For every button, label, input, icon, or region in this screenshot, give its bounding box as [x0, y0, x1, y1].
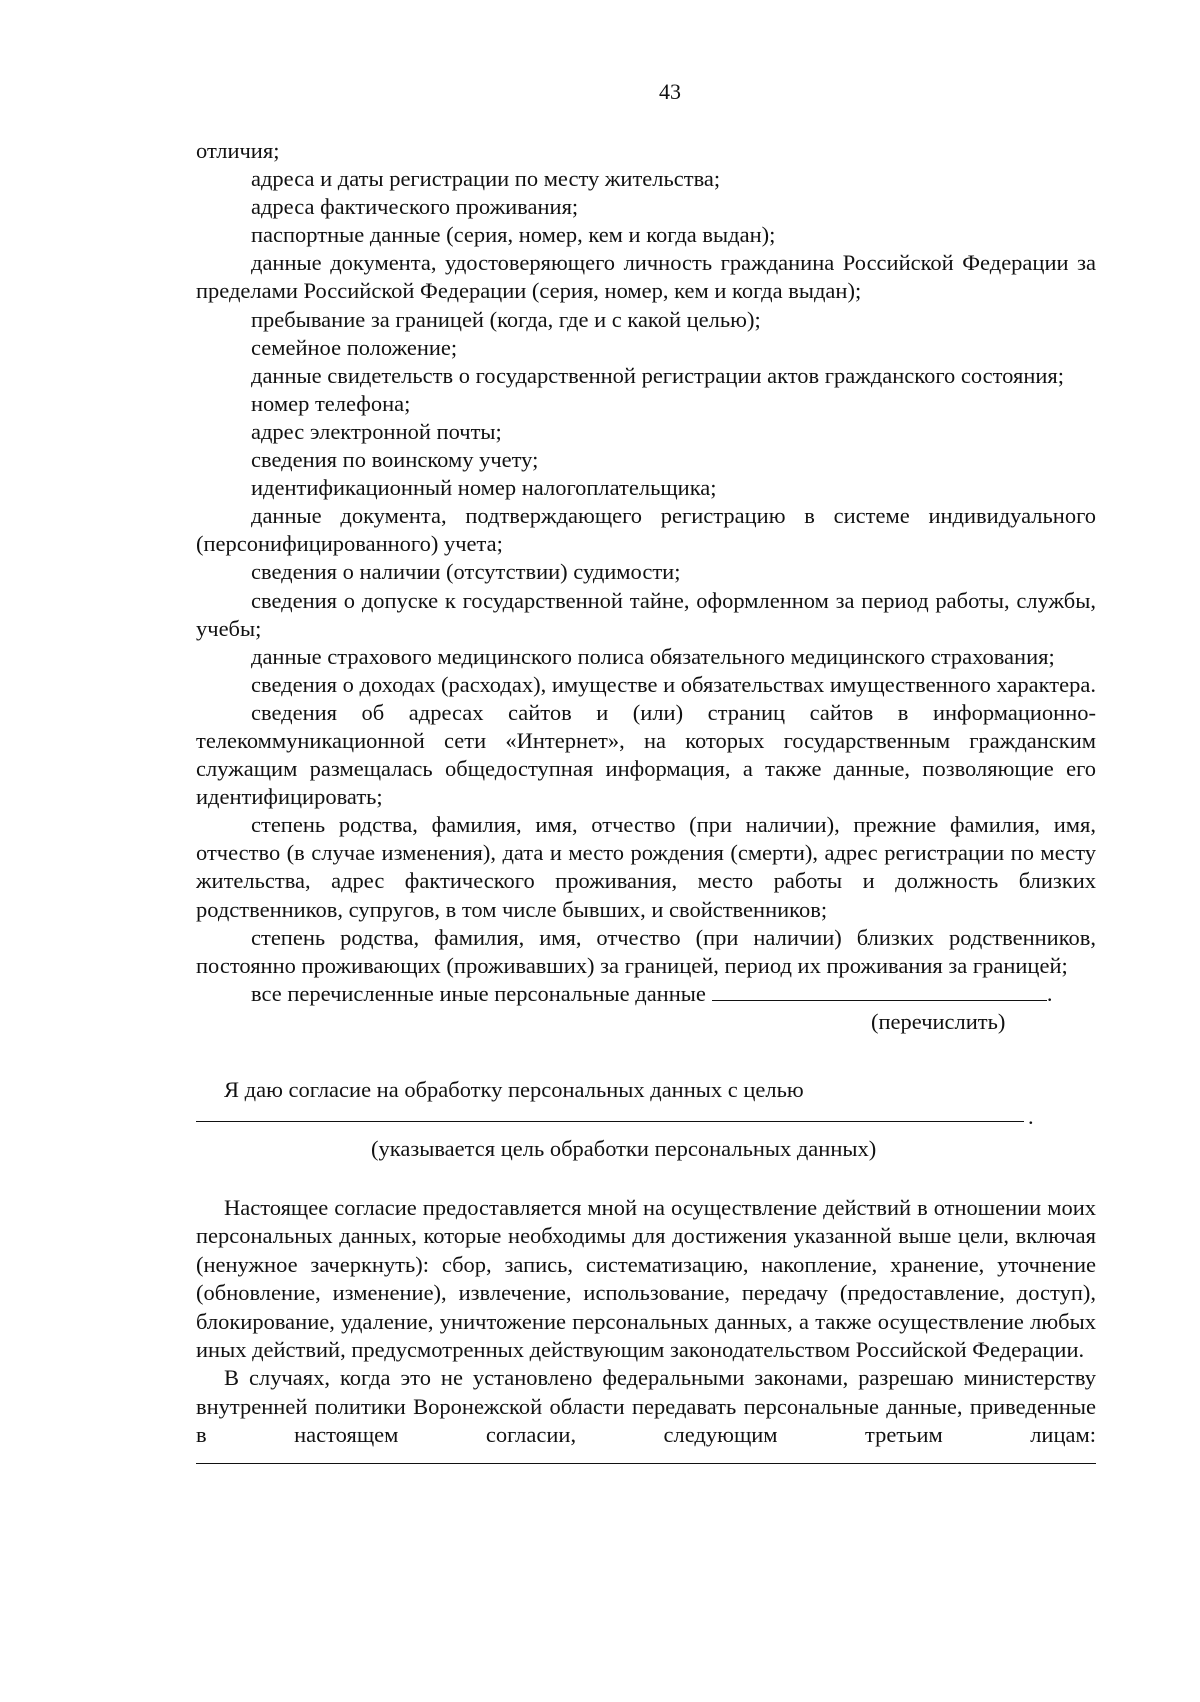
paragraph-line: данные документа, удостоверяющего личность гражданина Российской Федерации за пределами Российской Федерации (серия, номер, кем и когда выдан); [196, 250, 1096, 304]
paragraph-line: данные документа, подтверждающего регистрацию в системе индивидуального (персонифицированного) учета; [196, 503, 1096, 557]
paragraph-line: семейное положение; [251, 334, 458, 360]
purpose-end-mark: . [1028, 1104, 1034, 1129]
consent-terms [196, 1194, 1096, 1464]
paragraph-line: степень родства, фамилия, имя, отчество (при наличии) близких родственников, постоянно проживающих (проживавших) за границей, период их проживания за границей; [196, 924, 1096, 978]
document-body [196, 137, 1096, 1464]
paragraph-line: сведения о наличии (отсутствии) судимости; [251, 559, 681, 585]
purpose-caption: (указывается цель обработки персональных данных) [371, 1136, 877, 1161]
third-parties-paragraph: В случаях, когда это не установлено федеральными законами, разрешаю министерству внутренней политики Воронежской области передавать персональные данные, приведенные в настоящем согласии, следующим третьим лицам: [196, 1365, 1096, 1448]
paragraph-line: адрес электронной почты; [251, 418, 502, 444]
terms-paragraph: Настоящее согласие предоставляется мной на осуществление действий в отношении моих персональных данных, которые необходимы для достижения указанной выше цели, включая (ненужное зачеркнуть): сбор, запись, систематизацию, накопление, хранение, уточнение (обновление, изменение), извлечение, использование, передачу (предоставление, доступ), блокирование, удаление, уничтожение персональных данных, а также осуществление любых иных действий, предусмотренных действующим законодательством Российской Федерации. [196, 1195, 1096, 1363]
paragraph-line: адреса фактического проживания; [251, 194, 579, 220]
paragraph-line: номер телефона; [251, 390, 411, 416]
purpose-fill-line[interactable] [196, 1121, 1024, 1122]
purpose-fill-row [196, 1104, 1096, 1135]
other-data-label: все перечисленные иные персональные данные [251, 980, 706, 1006]
paragraph-line: сведения о доходах (расходах), имуществе и обязательствах имущественного характера. [251, 671, 1096, 697]
other-data-end-mark: . [1046, 980, 1053, 1006]
paragraph-line: паспортные данные (серия, номер, кем и когда выдан); [251, 222, 776, 248]
paragraph-line: пребывание за границей (когда, где и с какой целью); [251, 306, 761, 332]
other-data-caption: (перечислить) [871, 1008, 1006, 1034]
consent-statement: Я даю согласие на обработку персональных данных с целью [224, 1076, 804, 1102]
paragraph-line: степень родства, фамилия, имя, отчество (при наличии), прежние фамилия, имя, отчество (в случае изменения), дата и место рождения (смерти), адрес регистрации по месту жительства, адрес фактического проживания, место работы и должность близких родственников, супругов, в том числе бывших, и свойственников; [196, 812, 1096, 922]
paragraph-line: сведения об адресах сайтов и (или) страниц сайтов в информационно-телекоммуникационной сети «Интернет», на которых государственным гражданским служащим размещалась общедоступная информация, а также данные, позволяющие его идентифицировать; [196, 699, 1096, 810]
paragraph-line: данные свидетельств о государственной регистрации актов гражданского состояния; [251, 362, 1065, 388]
paragraph-line: отличия; [196, 138, 280, 163]
paragraph-line: сведения о допуске к государственной тайне, оформленном за период работы, службы, учебы; [196, 587, 1096, 641]
paragraph-line: данные страхового медицинского полиса обязательного медицинского страхования; [251, 643, 1055, 669]
other-data-fill-line[interactable] [712, 980, 1047, 1001]
other-data-line [196, 980, 1096, 1008]
paragraph-line: адреса и даты регистрации по месту жительства; [251, 166, 721, 192]
page-number: 43 [659, 79, 681, 104]
paragraph-line: сведения по воинскому учету; [251, 447, 539, 473]
third-parties-fill-line[interactable] [196, 1463, 1096, 1464]
paragraph-line: идентификационный номер налогоплательщика; [251, 475, 717, 501]
